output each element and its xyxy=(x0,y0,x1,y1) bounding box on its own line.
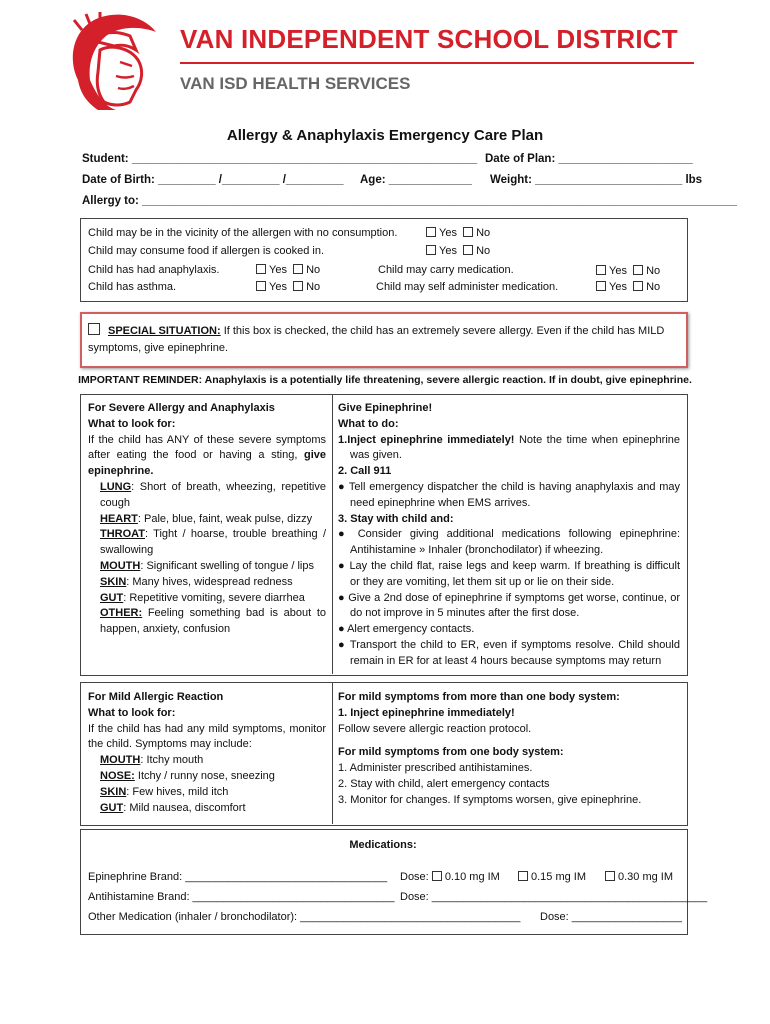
mild-heading: For Mild Allergic Reaction xyxy=(88,691,224,703)
symptom-system: MOUTH xyxy=(100,754,141,767)
epi-dose-option-015 xyxy=(518,871,586,883)
bullet-dispatcher: ● Tell emergency dispatcher the child is having anaphylaxis and may need epinephrine when EMS arrives. xyxy=(338,480,680,509)
question-vicinity: Child may be in the vicinity of the allergen with no consumption. xyxy=(88,227,398,239)
symptom-desc: : Significant swelling of tongue / lips xyxy=(140,559,314,572)
column-divider xyxy=(332,682,333,824)
no-label: No xyxy=(646,265,661,277)
no-label: No xyxy=(646,281,661,293)
symptom-system: SKIN xyxy=(100,575,127,588)
symptom-item xyxy=(100,512,326,528)
symptom-desc: : Tight / hoarse, trouble breathing / swallowing xyxy=(100,528,326,557)
dose-label: Dose: xyxy=(400,871,429,883)
age-field[interactable]: Age: _____________ xyxy=(360,174,472,186)
spartan-logo xyxy=(60,10,172,114)
yn-carry-med xyxy=(596,265,660,277)
yes-label: Yes xyxy=(439,245,457,257)
yn-self-admin xyxy=(596,281,660,293)
yes-checkbox[interactable] xyxy=(256,264,266,274)
step-num: 1. xyxy=(338,433,348,446)
symptom-desc: Feeling something bad is about to happen, anxiety, confusion xyxy=(100,607,326,636)
dose-checkbox-0-30[interactable] xyxy=(605,871,615,881)
symptom-item xyxy=(100,559,326,575)
dob-field[interactable]: Date of Birth: _________ /_________ /_________ xyxy=(82,174,344,186)
bullet-text: Tell emergency dispatcher the child is having anaphylaxis and may need epinephrine when EMS arrives. xyxy=(348,480,680,509)
mild-follow-protocol: Follow severe allergic reaction protocol. xyxy=(338,722,532,735)
special-desc: If this box is checked, the child has an extremely severe allergy. Even if the child has MILD symptoms, give epinephrine. xyxy=(88,325,665,354)
symptom-system: NOSE: xyxy=(100,769,135,782)
severe-heading: For Severe Allergy and Anaphylaxis xyxy=(88,402,275,414)
epi-dose-option-030 xyxy=(605,871,673,883)
dose-checkbox-0-15[interactable] xyxy=(518,871,528,881)
question-asthma: Child has asthma. xyxy=(88,281,177,293)
yn-vicinity xyxy=(426,227,490,239)
symptom-desc: : Short of breath, wheezing, repetitive cough xyxy=(100,480,326,509)
column-divider xyxy=(332,394,333,674)
step-inject-rest: Note the time when epinephrine was given. xyxy=(350,433,680,462)
no-checkbox[interactable] xyxy=(293,264,303,274)
no-label: No xyxy=(476,245,491,257)
no-checkbox[interactable] xyxy=(293,281,303,291)
dose-checkbox-0-10[interactable] xyxy=(432,871,442,881)
bullet-text: Transport the child to ER, even if symptoms resolve. Child should remain in ER for at least 4 hours because symptoms may return xyxy=(349,638,680,667)
yes-label: Yes xyxy=(269,264,287,276)
page-title: Allergy & Anaphylaxis Emergency Care Plan xyxy=(226,127,544,144)
symptom-system: SKIN xyxy=(100,785,127,798)
step-call-911: 2. Call 911 xyxy=(338,465,392,478)
important-reminder: IMPORTANT REMINDER: Anaphylaxis is a potentially life threatening, severe allergic reaction. If in doubt, give epinephrine. xyxy=(78,374,692,386)
symptom-desc: : Few hives, mild itch xyxy=(126,785,229,798)
symptom-item xyxy=(100,480,326,512)
severe-intro xyxy=(88,433,326,480)
department-name: VAN ISD HEALTH SERVICES xyxy=(180,74,411,93)
district-name: VAN INDEPENDENT SCHOOL DISTRICT xyxy=(180,24,678,54)
yes-checkbox[interactable] xyxy=(426,245,436,255)
symptom-item xyxy=(100,575,326,591)
no-checkbox[interactable] xyxy=(633,265,643,275)
symptom-desc: Itchy / runny nose, sneezing xyxy=(134,769,275,782)
symptom-item xyxy=(100,606,326,638)
yes-checkbox[interactable] xyxy=(596,281,606,291)
antihistamine-brand-field[interactable]: Antihistamine Brand: _________________________________ xyxy=(88,891,395,903)
symptom-desc: : Many hives, widespread redness xyxy=(126,575,293,588)
bullet-lay-flat: ● Lay the child flat, raise legs and keep warm. If breathing is difficult or they are vomiting, let them sit up or lie on their side. xyxy=(338,559,681,588)
mild-single-heading: For mild symptoms from one body system: xyxy=(338,746,564,759)
yes-label: Yes xyxy=(439,227,457,239)
yes-checkbox[interactable] xyxy=(426,227,436,237)
bullet-second-dose: ● Give a 2nd dose of epinephrine if symptoms get worse, continue, or do not improve in 5 minutes after the first dose. xyxy=(338,591,680,620)
dose-option: 0.15 mg IM xyxy=(531,871,587,883)
yes-label: Yes xyxy=(609,265,627,277)
symptom-item xyxy=(100,753,326,769)
weight-field[interactable]: Weight: _______________________ lbs xyxy=(490,174,703,186)
mild-step: 3. Monitor for changes. If symptoms worsen, give epinephrine. xyxy=(338,793,642,806)
yes-checkbox[interactable] xyxy=(596,265,606,275)
mild-multi-heading: For mild symptoms from more than one body system: xyxy=(338,691,620,703)
yn-cooked xyxy=(426,245,490,257)
question-self-admin: Child may self administer medication. xyxy=(376,281,559,293)
severe-symptoms-column xyxy=(88,401,326,638)
date-of-plan-field[interactable]: Date of Plan: _____________________ xyxy=(485,153,693,165)
header-divider xyxy=(180,62,694,64)
yn-asthma xyxy=(256,281,320,293)
symptom-item xyxy=(100,801,326,817)
dose-option: 0.30 mg IM xyxy=(618,871,674,883)
other-dose-field[interactable]: Dose: __________________ xyxy=(540,911,682,923)
epinephrine-brand-field[interactable]: Epinephrine Brand: _________________________________ xyxy=(88,871,388,883)
epi-dose-options xyxy=(400,871,500,883)
bullet-alert: ● Alert emergency contacts. xyxy=(338,623,475,636)
symptom-desc: : Itchy mouth xyxy=(140,754,204,767)
symptom-system: GUT xyxy=(100,591,124,604)
severe-intro-text: If the child has ANY of these severe symptoms after eating the food or having a sting, xyxy=(88,433,326,462)
step-inject xyxy=(338,433,680,465)
symptom-item xyxy=(100,527,326,559)
special-label: SPECIAL SITUATION: xyxy=(108,325,221,337)
symptom-system: GUT xyxy=(100,801,124,814)
symptom-item xyxy=(100,769,326,785)
symptom-item xyxy=(100,591,326,607)
special-checkbox[interactable] xyxy=(88,323,100,335)
medications-heading: Medications: xyxy=(349,839,417,851)
give-heading: Give Epinephrine! xyxy=(338,402,433,414)
question-carry-med: Child may carry medication. xyxy=(378,264,514,276)
symptom-system: THROAT xyxy=(100,528,146,541)
question-cooked: Child may consume food if allergen is cooked in. xyxy=(88,245,325,257)
symptom-system: LUNG xyxy=(100,480,132,493)
other-medication-field[interactable]: Other Medication (inhaler / bronchodilator): ____________________________________ xyxy=(88,911,521,923)
bullet-transport: ● Transport the child to ER, even if symptoms resolve. Child should remain in ER for at least 4 hours because symptoms may return xyxy=(338,638,680,667)
bullet-text: Alert emergency contacts. xyxy=(347,623,475,636)
mild-intro: If the child has had any mild symptoms, monitor the child. Symptoms may include: xyxy=(88,722,326,751)
mild-step: 1. Administer prescribed antihistamines. xyxy=(338,762,533,775)
special-situation-text xyxy=(88,323,680,357)
yes-label: Yes xyxy=(609,281,627,293)
no-label: No xyxy=(306,264,321,276)
student-field[interactable]: Student: ______________________________________________________ xyxy=(82,153,478,165)
bullet-text: Lay the child flat, raise legs and keep warm. If breathing is difficult or they are vomiting, let them sit up or lie on their side. xyxy=(349,559,681,588)
step-stay: 3. Stay with child and: xyxy=(338,512,454,525)
bullet-additional-meds: ● Consider giving additional medications following epinephrine: Antihistamine » Inhaler (bronchodilator) if wheezing. xyxy=(338,528,680,557)
no-label: No xyxy=(476,227,491,239)
symptom-system: MOUTH xyxy=(100,559,141,572)
give-epinephrine-column xyxy=(338,401,680,670)
step-inject-bold: Inject epinephrine immediately! xyxy=(347,433,515,446)
mild-inject: 1. Inject epinephrine immediately! xyxy=(338,706,515,719)
mild-look-label: What to look for: xyxy=(88,706,176,719)
symptom-system: OTHER: xyxy=(100,607,143,620)
yn-anaphylaxis xyxy=(256,264,320,276)
no-checkbox[interactable] xyxy=(463,227,473,237)
symptom-system: HEART xyxy=(100,512,138,525)
symptom-desc: : Pale, blue, faint, weak pulse, dizzy xyxy=(137,512,313,525)
dose-option: 0.10 mg IM xyxy=(444,871,500,883)
symptom-desc: : Repetitive vomiting, severe diarrhea xyxy=(123,591,305,604)
symptom-desc: : Mild nausea, discomfort xyxy=(123,801,246,814)
bullet-text: Give a 2nd dose of epinephrine if symptoms get worse, continue, or do not improve in 5 minutes after the first dose. xyxy=(348,591,680,620)
antihistamine-dose-field[interactable]: Dose: _____________________________________________ xyxy=(400,891,708,903)
symptom-item xyxy=(100,785,326,801)
allergy-field[interactable]: Allergy to: _____________________________________________________________________________________________ xyxy=(82,195,737,207)
give-todo-label: What to do: xyxy=(338,417,399,430)
no-label: No xyxy=(306,281,321,293)
severe-intro-bold: give epinephrine. xyxy=(88,449,326,478)
yes-label: Yes xyxy=(269,281,287,293)
mild-symptoms-column xyxy=(88,690,326,816)
severe-look-label: What to look for: xyxy=(88,417,176,430)
question-anaphylaxis: Child has had anaphylaxis. xyxy=(88,264,220,276)
mild-action-column xyxy=(338,690,680,809)
yes-checkbox[interactable] xyxy=(256,281,266,291)
no-checkbox[interactable] xyxy=(463,245,473,255)
bullet-text: Consider giving additional medications following epinephrine: Antihistamine » Inhaler (bronchodilator) if wheezing. xyxy=(350,528,680,557)
mild-step: 2. Stay with child, alert emergency contacts xyxy=(338,777,550,790)
no-checkbox[interactable] xyxy=(633,281,643,291)
